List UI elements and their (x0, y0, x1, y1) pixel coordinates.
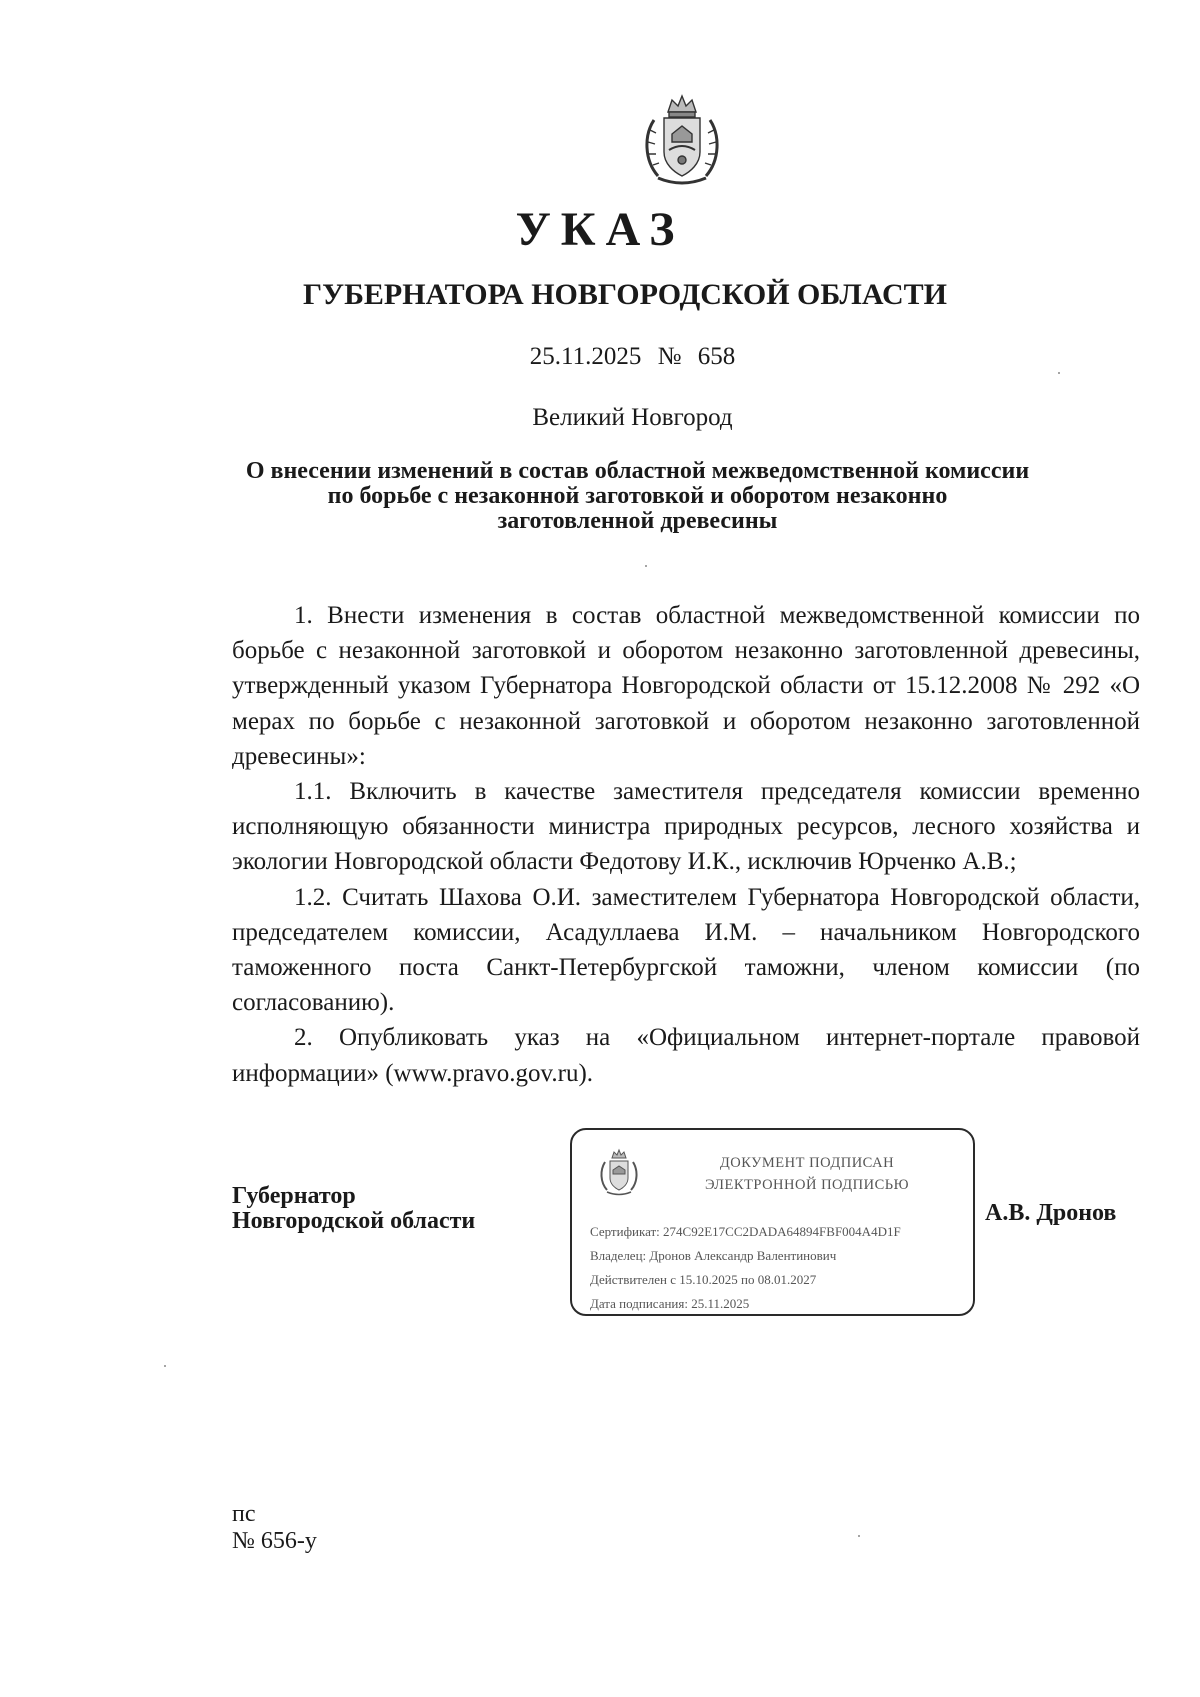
stamp-coat-of-arms-icon (596, 1148, 642, 1198)
number-sign: № (657, 343, 682, 370)
scan-speck (858, 1535, 860, 1537)
stamp-header-line: ДОКУМЕНТ ПОДПИСАН (719, 1155, 895, 1171)
stamp-signed-date: Дата подписания: 25.11.2025 (590, 1296, 750, 1311)
footer-line: № 656-у (232, 1528, 317, 1554)
heading-line: О внесении изменений в состав областной межведомственной комиссии (245, 458, 1030, 484)
electronic-signature-stamp (570, 1128, 975, 1316)
paragraph-2: 2. Опубликовать указ на «Официальном интернет-портале правовой информации» (www.pravo.gov.ru). (232, 1024, 1140, 1087)
stamp-certificate: Сертификат: 274C92E17CC2DADA64894FBF004A4D1F (590, 1224, 901, 1239)
document-title: УКАЗ (515, 203, 685, 256)
document-body (232, 598, 1140, 1091)
document-subtitle: ГУБЕРНАТОРА НОВГОРОДСКОЙ ОБЛАСТИ (302, 278, 948, 311)
signer-title (232, 1184, 475, 1234)
stamp-header (662, 1152, 952, 1196)
document-city: Великий Новгород (532, 404, 733, 431)
paragraph-1-2: 1.2. Считать Шахова О.И. заместителем Губернатора Новгородской области, председателем комиссии, Асадуллаева И.М. – начальником Новгородского таможенного поста Санкт-Петербургской таможни, членом комиссии (по согласованию). (232, 883, 1140, 1017)
stamp-owner: Владелец: Дронов Александр Валентинович (590, 1248, 837, 1263)
coat-of-arms-icon (636, 90, 728, 190)
document-footer (232, 1501, 317, 1555)
heading-line: заготовленной древесины (497, 508, 778, 534)
scan-speck (645, 565, 647, 567)
document-date: 25.11.2025 (529, 343, 642, 370)
document-heading (200, 459, 1050, 534)
footer-line: пс (232, 1501, 256, 1527)
date-number-line (0, 340, 1200, 374)
stamp-details (590, 1220, 970, 1316)
stamp-header-line: ЭЛЕКТРОННОЙ ПОДПИСЬЮ (704, 1177, 910, 1193)
scan-speck (164, 1365, 166, 1367)
heading-line: по борьбе с незаконной заготовкой и оборотом незаконно (327, 483, 948, 509)
paragraph-1-1: 1.1. Включить в качестве заместителя председателя комиссии временно исполняющую обязанности министра природных ресурсов, лесного хозяйства и экологии Новгородской области Федотову И.К., исключив Юрченко А.В.; (232, 778, 1140, 876)
stamp-validity: Действителен с 15.10.2025 по 08.01.2027 (590, 1272, 817, 1287)
document-number: 658 (697, 343, 736, 370)
signer-title-line: Губернатор (232, 1183, 356, 1209)
scan-speck (1058, 372, 1060, 374)
signer-name: А.В. Дронов (985, 1200, 1117, 1226)
paragraph-1: 1. Внести изменения в состав областной межведомственной комиссии по борьбе с незаконной заготовкой и оборотом незаконно заготовленной древесины, утвержденный указом Губернатора Новгородской области от 15.12.2008 № 292 «О мерах по борьбе с незаконной заготовкой и оборотом незаконно заготовленной древесины»: (232, 602, 1140, 770)
signer-title-line: Новгородской области (232, 1208, 476, 1234)
